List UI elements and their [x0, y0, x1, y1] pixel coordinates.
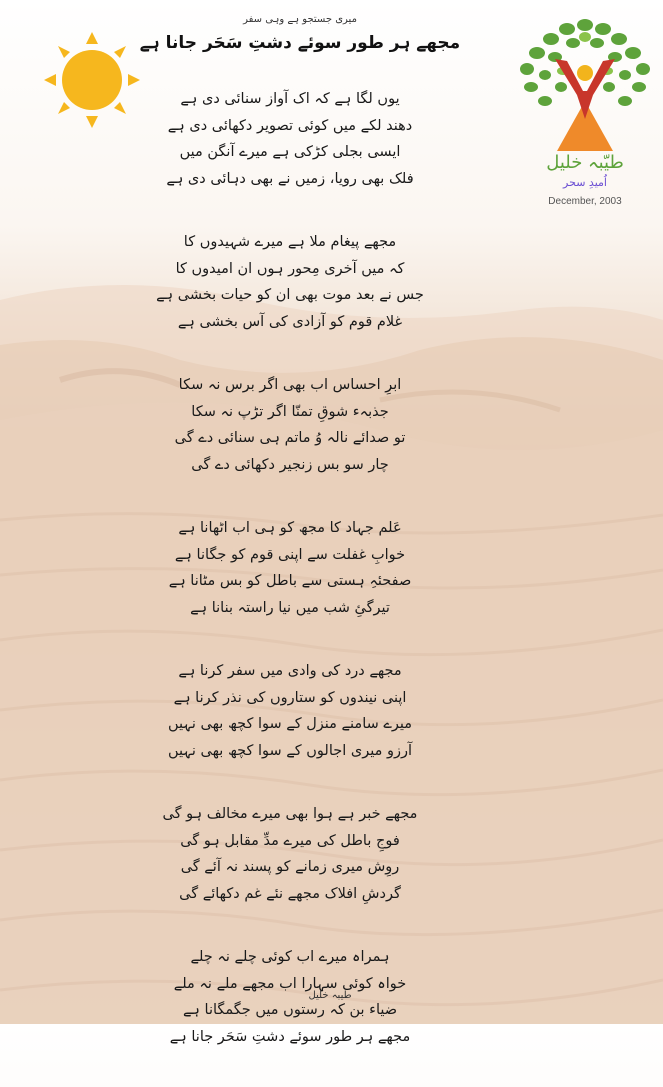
- stanza-2: [110, 229, 470, 335]
- brand-name: طیّبہ خلیل: [546, 152, 624, 173]
- poem-line: مجھے خبر ہے ہوا بھی میرے مخالف ہو گی: [162, 806, 418, 822]
- poem-line: چار سو بس زنجیر دکھائی دے گی: [191, 456, 389, 473]
- poem-line: عَلم جہاد کا مجھ کو ہی اب اٹھانا ہے: [178, 520, 402, 536]
- stanza-3: [110, 372, 470, 478]
- poem-line: مجھے پیغام ملا ہے میرے شہیدوں کا: [183, 234, 397, 250]
- poem-line: تیرگئِ شب میں نیا راستہ بنانا ہے: [190, 599, 390, 616]
- poem-line: فلک بھی رویا، زمیں نے بھی دہائی دی ہے: [166, 170, 414, 187]
- stanza-1: [110, 86, 470, 192]
- poem-line: گردشِ افلاک مجھے نئے غم دکھائے گی: [179, 885, 401, 902]
- poem-title: مجھے ہر طور سوئے دشتِ سَحَر جانا ہے: [139, 33, 461, 53]
- poem-line: فوجِ باطل کی میرے مدِّ مقابل ہو گی: [180, 832, 400, 849]
- poem-line: کہ میں آخری مِحور ہوں ان امیدوں کا: [175, 260, 405, 277]
- logo-tree-icon: [515, 15, 655, 155]
- poem-line: مجھے ہر طور سوئے دشتِ سَحَر جانا ہے: [169, 1028, 411, 1045]
- poem-body: [110, 86, 470, 1087]
- poem-line: ہمراہ میرے اب کوئی چلے نہ چلے: [190, 949, 390, 965]
- stanza-4: [110, 515, 470, 621]
- poem-line: صفحئہِ ہستی سے باطل کو بس مٹانا ہے: [168, 573, 412, 589]
- stanza-5: [110, 658, 470, 764]
- author-signature: طیبہ خلیل: [308, 990, 352, 1001]
- poem-line: خوابِ غفلت سے اپنی قوم کو جگانا ہے: [174, 546, 406, 563]
- poem-line: ابرِ احساس اب بھی اگر برس نہ سکا: [178, 377, 402, 393]
- poem-line: آرزو میری اجالوں کے سوا کچھ بھی نہیں: [167, 742, 412, 759]
- poem-line: غلام قوم کو آزادی کی آس بخشی ہے: [177, 313, 403, 330]
- poem-line: دھند لکے میں کوئی تصویر دکھائی دی ہے: [167, 117, 413, 134]
- poem-line: میرے سامنے منزل کے سوا کچھ بھی نہیں: [167, 716, 413, 732]
- poem-line: روِش میری زمانے کو پسند نہ آئے گی: [180, 859, 400, 875]
- poem-line: مجھے درد کی وادی میں سفر کرنا ہے: [178, 663, 402, 679]
- poem-line: جذبہء شوقِ تمنّا اگر تڑپ نہ سکا: [191, 403, 389, 420]
- poem-line: جس نے بعد موت بھی ان کو حیات بخشی ہے: [156, 287, 424, 303]
- poem-line: تو صدائے نالہ وُ ماتم ہی سنائی دے گی: [174, 430, 406, 446]
- poem-line: یوں لگا ہے کہ اک آواز سنائی دی ہے: [180, 91, 400, 107]
- poem-line: ایسی بجلی کڑکی ہے میرے آنگن میں: [179, 144, 401, 160]
- poem-line: اپنی نیندوں کو ستاروں کی نذر کرنا ہے: [173, 689, 407, 706]
- brand-tagline: اُمیدِ سحر: [563, 176, 607, 189]
- stanza-6: [110, 801, 470, 907]
- poem-line: خواہ کوئی سہارا اب مجھے ملے نہ ملے: [173, 975, 407, 992]
- poem-line: ضیاء بن کہ رستوں میں جگمگانا ہے: [182, 1002, 398, 1018]
- header-subtitle: میری جستجو ہے وہی سفر: [243, 14, 357, 25]
- date-label: December, 2003: [548, 196, 622, 207]
